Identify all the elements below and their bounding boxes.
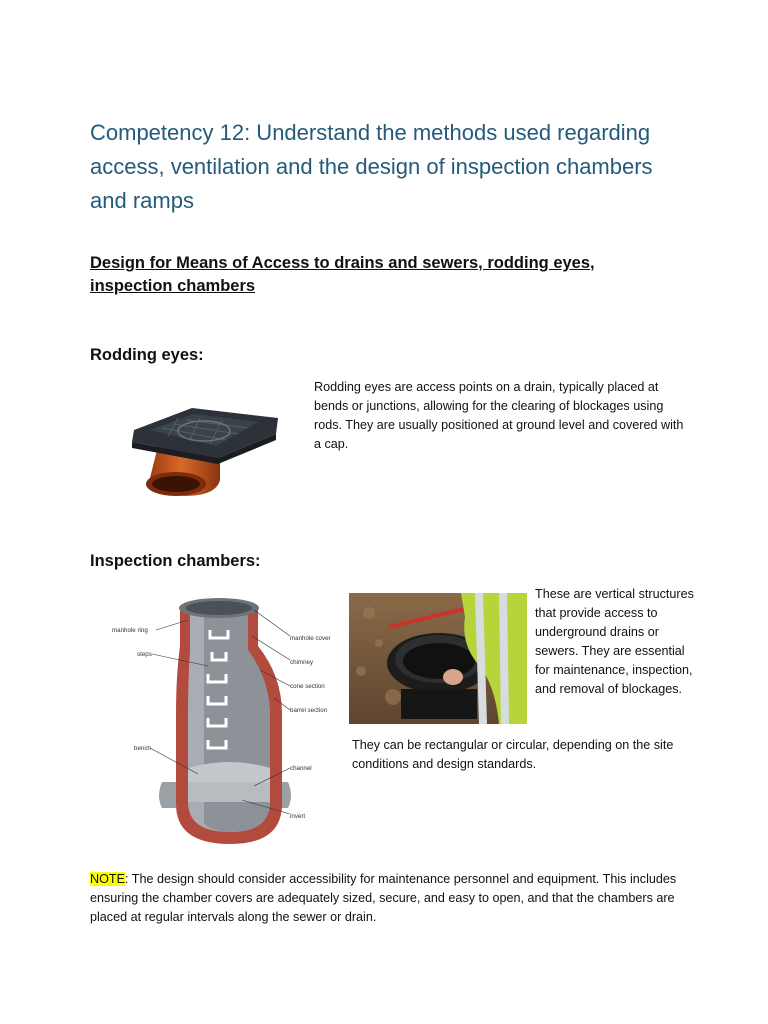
- label-steps: steps: [137, 651, 152, 658]
- note-paragraph: [90, 870, 690, 927]
- label-bench: bench: [134, 745, 151, 752]
- label-channel: channel: [290, 765, 312, 772]
- inspection-chamber-diagram: [104, 596, 344, 848]
- inspection-chambers-heading: Inspection chambers:: [90, 552, 261, 570]
- inspection-chamber-photo: [349, 593, 527, 724]
- note-label: NOTE: [90, 872, 125, 886]
- note-text: : The design should consider accessibility for maintenance personnel and equipment. This includes ensuring the chamber covers are adequately sized, secure, and easy to open, and that the chambers are placed at regular intervals along the sewer or drain.: [90, 872, 677, 924]
- rodding-eyes-description: Rodding eyes are access points on a drain, typically placed at bends or junctions, allowing for the clearing of blockages using rods. They are usually positioned at ground level and covered with a cap.: [314, 380, 684, 451]
- label-manhole-cover: manhole cover: [290, 635, 331, 642]
- label-manhole-ring: manhole ring: [112, 627, 148, 634]
- section-subtitle: Design for Means of Access to drains and sewers, rodding eyes, inspection chambers: [90, 254, 595, 295]
- label-chimney: chimney: [290, 659, 314, 666]
- rodding-eye-image: [128, 400, 280, 504]
- inspection-chambers-description: These are vertical structures that provide access to underground drains or sewers. They are essential for maintenance, inspection, and removal of blockages.: [535, 587, 694, 696]
- rodding-eyes-heading: Rodding eyes:: [90, 346, 204, 364]
- label-invert: invert: [290, 813, 306, 820]
- label-barrel-section: barrel section: [290, 707, 328, 714]
- label-cone-section: cone section: [290, 683, 325, 690]
- inspection-chambers-description-continued: They can be rectangular or circular, depending on the site conditions and design standards.: [352, 738, 674, 771]
- page-title: Competency 12: Understand the methods used regarding access, ventilation and the design of inspection chambers and ramps: [90, 120, 653, 213]
